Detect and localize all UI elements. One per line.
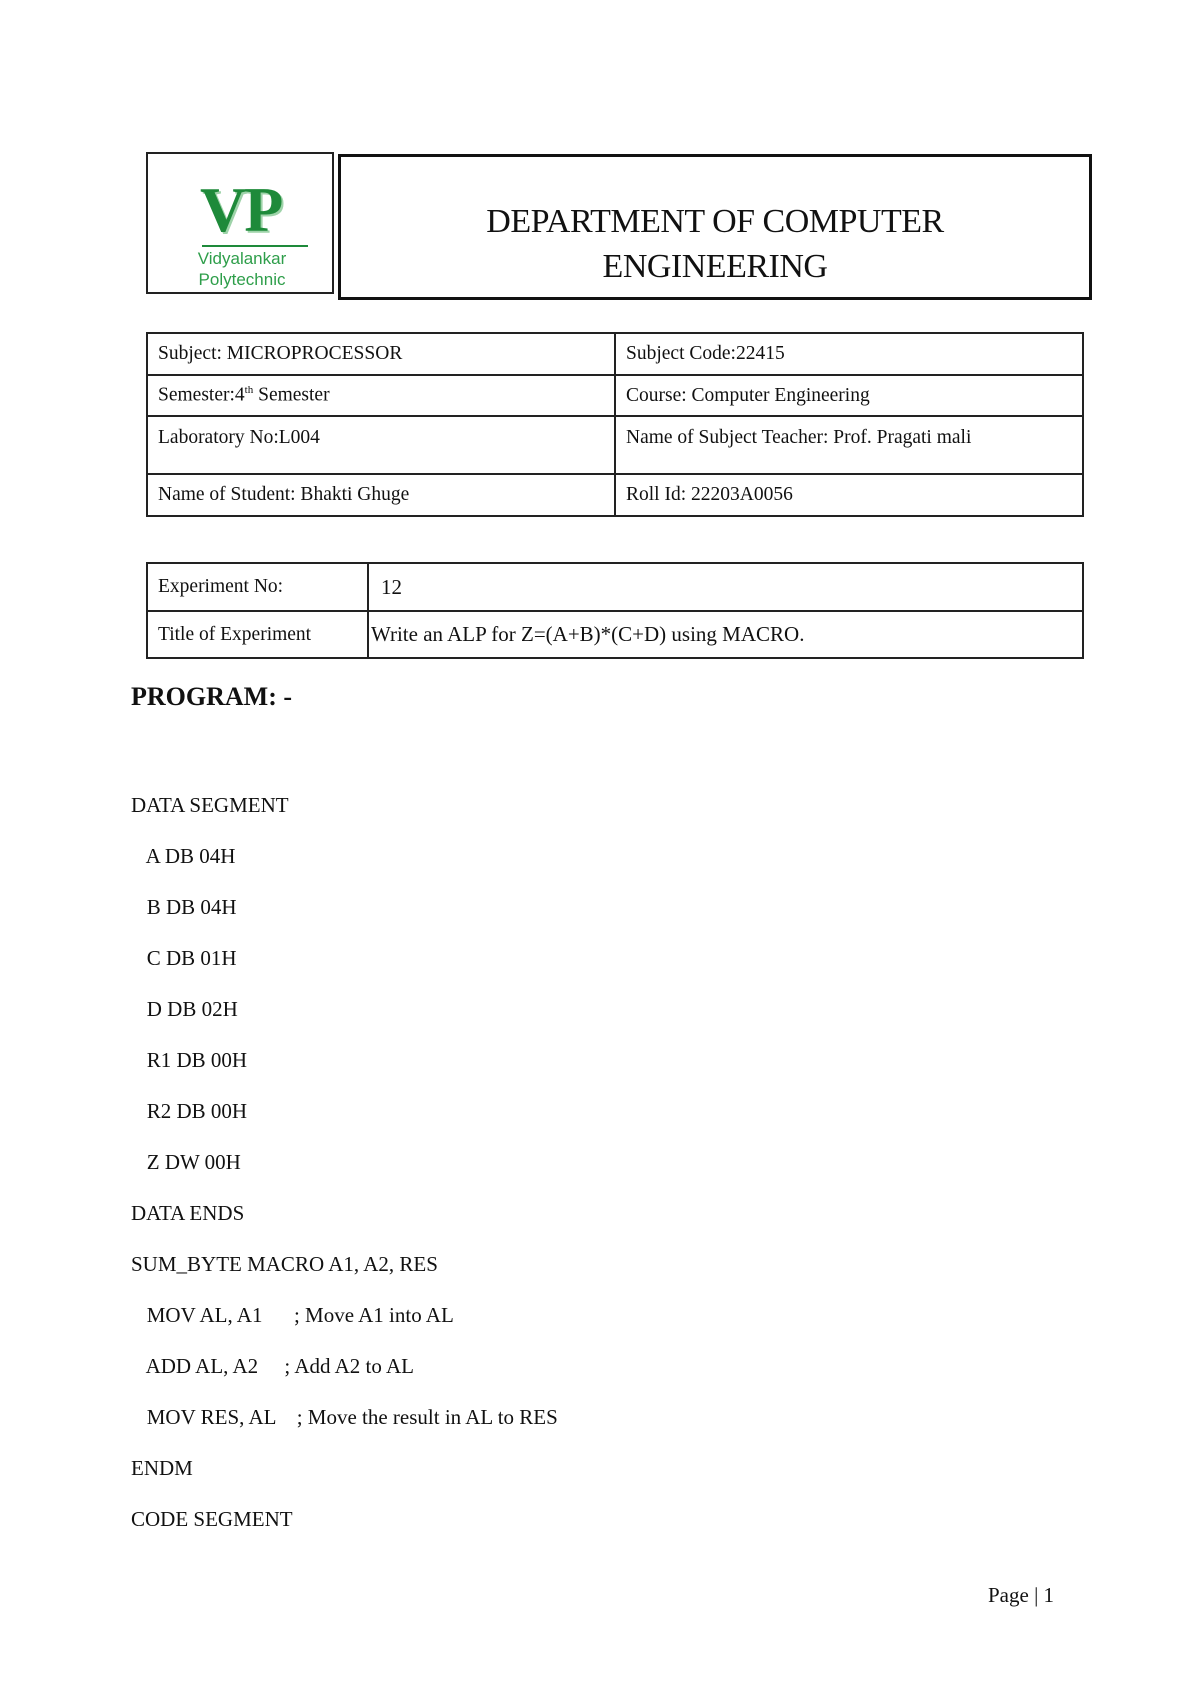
experiment-table <box>146 562 1084 659</box>
course-cell: Course: Computer Engineering <box>615 375 1083 416</box>
code-listing <box>131 792 558 1557</box>
experiment-no-value: 12 <box>368 563 1083 611</box>
code-line: R2 DB 00H <box>131 1099 248 1123</box>
semester-prefix: Semester:4 <box>158 384 245 406</box>
code-line: D DB 02H <box>131 997 238 1021</box>
program-heading: PROGRAM: - <box>131 682 293 711</box>
table-row <box>147 563 1083 611</box>
experiment-title-value: Write an ALP for Z=(A+B)*(C+D) using MACRO. <box>368 611 1083 658</box>
teacher-cell: Name of Subject Teacher: Prof. Pragati mali <box>615 416 1083 474</box>
code-line: R1 DB 00H <box>131 1048 248 1072</box>
code-line: ADD AL, A2 ; Add A2 to AL <box>131 1354 414 1378</box>
semester-cell <box>147 375 615 416</box>
experiment-no-label: Experiment No: <box>147 563 368 611</box>
department-box <box>338 154 1092 300</box>
code-line: MOV AL, A1 ; Move A1 into AL <box>131 1303 454 1327</box>
subject-info-table <box>146 332 1084 517</box>
logo-divider <box>202 245 308 247</box>
document-header <box>146 152 1092 300</box>
logo <box>146 152 334 294</box>
code-line: A DB 04H <box>131 844 236 868</box>
logo-line-1: Vidyalankar <box>197 249 287 268</box>
lab-cell: Laboratory No:L004 <box>147 416 615 474</box>
table-row <box>147 416 1083 474</box>
code-line: DATA ENDS <box>131 1201 245 1225</box>
department-title-line-1: DEPARTMENT OF COMPUTER <box>486 203 944 240</box>
student-cell: Name of Student: Bhakti Ghuge <box>147 474 615 516</box>
code-line: C DB 01H <box>131 946 237 970</box>
experiment-title-label: Title of Experiment <box>147 611 368 658</box>
table-row <box>147 474 1083 516</box>
semester-superscript: th <box>244 384 254 397</box>
department-title-line-2: ENGINEERING <box>602 248 828 285</box>
code-line: DATA SEGMENT <box>131 793 289 817</box>
code-line: SUM_BYTE MACRO A1, A2, RES <box>131 1252 438 1276</box>
subject-cell: Subject: MICROPROCESSOR <box>147 333 615 375</box>
logo-letters: VP <box>200 174 282 245</box>
department-title <box>341 199 1089 289</box>
logo-line-2: Polytechnic <box>198 270 286 289</box>
code-line: ENDM <box>131 1456 193 1480</box>
table-row <box>147 333 1083 375</box>
semester-suffix: Semester <box>253 384 330 406</box>
page-number: Page | 1 <box>988 1583 1055 1607</box>
table-row <box>147 375 1083 416</box>
code-line: B DB 04H <box>131 895 237 919</box>
code-line: MOV RES, AL ; Move the result in AL to RES <box>131 1405 558 1429</box>
roll-id-cell: Roll Id: 22203A0056 <box>615 474 1083 516</box>
subject-code-cell: Subject Code:22415 <box>615 333 1083 375</box>
code-line: CODE SEGMENT <box>131 1507 293 1531</box>
table-row <box>147 611 1083 658</box>
code-line: Z DW 00H <box>131 1150 241 1174</box>
